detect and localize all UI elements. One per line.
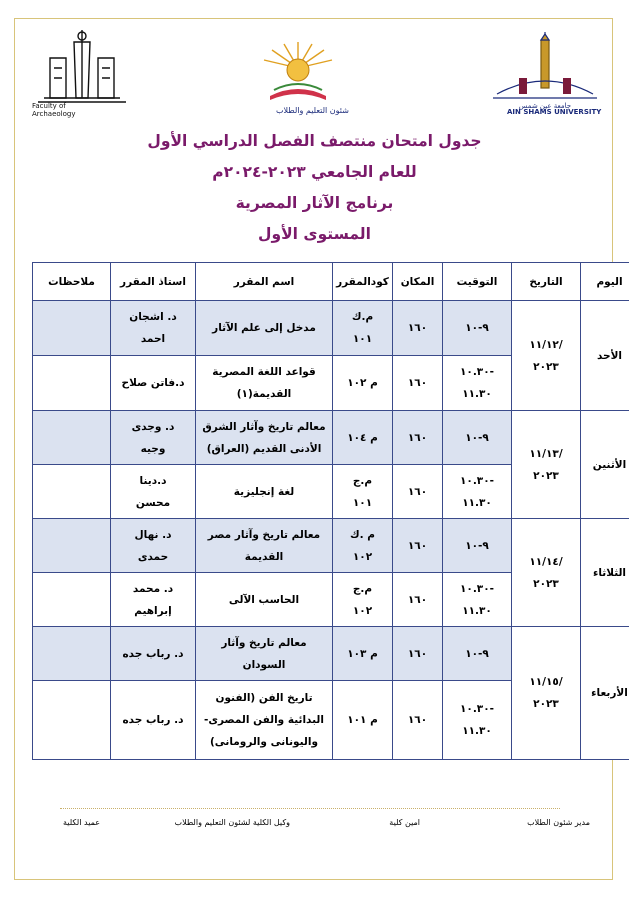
time-cell bbox=[443, 301, 512, 356]
time-cell bbox=[443, 411, 512, 465]
code-line2: ١٠١ bbox=[352, 496, 373, 509]
signature-vice-dean: وكيل الكلية لشئون التعليم والطلاب bbox=[174, 818, 290, 827]
course-line2: السودان bbox=[242, 658, 286, 671]
header-date: التاريخ bbox=[512, 263, 581, 301]
time-end: ١١.٣٠ bbox=[462, 388, 492, 400]
date-cell bbox=[512, 627, 581, 760]
day-cell: الأثنين bbox=[581, 411, 629, 519]
signature-dean: عميد الكلية bbox=[63, 818, 100, 827]
faculty-caption-line1: Faculty of bbox=[32, 102, 66, 110]
code-cell bbox=[333, 681, 393, 760]
code-line1: م .ك bbox=[350, 528, 375, 541]
place-cell: ١٦٠ bbox=[393, 301, 443, 356]
signature-block bbox=[40, 818, 590, 834]
prof-line2: إبراهيم bbox=[134, 604, 172, 617]
course-line2: البدائية والفن المصرى- bbox=[204, 714, 324, 726]
title-exam-schedule: جدول امتحان منتصف الفصل الدراسي الأول bbox=[147, 132, 482, 150]
professor-cell bbox=[111, 356, 196, 411]
date-cell bbox=[512, 411, 581, 519]
header-place: المكان bbox=[393, 263, 443, 301]
table-header-row bbox=[33, 263, 629, 301]
code-cell bbox=[333, 627, 393, 681]
time-start: -١٠.٣٠ bbox=[460, 366, 494, 378]
time-cell bbox=[443, 681, 512, 760]
code-cell bbox=[333, 356, 393, 411]
code-line1: م ١٠١ bbox=[347, 714, 378, 726]
notes-cell bbox=[33, 411, 111, 465]
time-cell bbox=[443, 573, 512, 627]
ain-shams-caption: AIN SHAMS UNIVERSITY bbox=[507, 108, 602, 116]
course-line1: مدخل إلى علم الآثار bbox=[212, 322, 316, 334]
time-start: ٩-١٠ bbox=[465, 431, 489, 444]
header-professor: استاذ المقرر bbox=[111, 263, 196, 301]
course-line1: تاريخ الفن (الفنون bbox=[215, 692, 313, 704]
code-cell bbox=[333, 573, 393, 627]
table-row bbox=[33, 301, 629, 356]
day-cell: الأحد bbox=[581, 301, 629, 411]
professor-cell bbox=[111, 573, 196, 627]
prof-line1: د. اشجان bbox=[129, 311, 177, 323]
time-start: -١٠.٣٠ bbox=[460, 474, 494, 487]
course-line1: الحاسب الآلى bbox=[228, 593, 300, 606]
professor-cell bbox=[111, 627, 196, 681]
table-row bbox=[33, 411, 629, 465]
date-year: ٢٠٢٣ bbox=[533, 469, 559, 482]
schedule-titles bbox=[0, 126, 629, 250]
prof-line1: د. رباب جده bbox=[122, 647, 184, 660]
signature-college-secretary: امين كلية bbox=[389, 818, 420, 827]
date-daymonth: /١١/١٤ bbox=[529, 555, 563, 568]
code-line1: م ١٠٣ bbox=[347, 647, 378, 660]
prof-line1: د.فاتن صلاح bbox=[121, 377, 185, 389]
course-line2: الأدنى القديم (العراق) bbox=[206, 442, 322, 455]
date-daymonth: /١١/١٢ bbox=[529, 338, 563, 351]
code-line2: ١٠١ bbox=[352, 333, 373, 345]
course-cell bbox=[196, 411, 333, 465]
course-cell bbox=[196, 465, 333, 519]
day-cell: الثلاثاء bbox=[581, 519, 629, 627]
exam-schedule-table bbox=[32, 262, 629, 760]
notes-cell bbox=[33, 465, 111, 519]
place-cell: ١٦٠ bbox=[393, 573, 443, 627]
code-cell bbox=[333, 301, 393, 356]
title-level: المستوى الأول bbox=[258, 225, 371, 243]
header-logos bbox=[30, 26, 601, 120]
code-line1: م ١٠٤ bbox=[347, 431, 378, 444]
prof-line2: حمدى bbox=[137, 550, 169, 563]
professor-cell bbox=[111, 411, 196, 465]
course-cell bbox=[196, 681, 333, 760]
professor-cell bbox=[111, 519, 196, 573]
course-cell bbox=[196, 573, 333, 627]
course-line3: واليونانى والرومانى) bbox=[210, 736, 318, 748]
date-daymonth: /١١/١٣ bbox=[529, 447, 563, 460]
code-line1: م.ك bbox=[351, 311, 374, 323]
code-cell bbox=[333, 519, 393, 573]
prof-line1: د. محمد bbox=[132, 582, 174, 595]
table-row bbox=[33, 519, 629, 573]
svg-text:جامعة عين شمس: جامعة عين شمس bbox=[518, 102, 572, 110]
time-end: ١١.٣٠ bbox=[462, 604, 492, 617]
time-start: -١٠.٣٠ bbox=[460, 582, 494, 595]
header-time: التوقيت bbox=[443, 263, 512, 301]
prof-line2: محسن bbox=[135, 496, 171, 509]
day-cell: الأربعاء bbox=[581, 627, 629, 760]
notes-cell bbox=[33, 356, 111, 411]
student-affairs-caption: شئون التعليم والطلاب bbox=[276, 106, 349, 115]
header-day: اليوم bbox=[581, 263, 629, 301]
date-cell bbox=[512, 301, 581, 411]
faculty-caption-line2: Archaeology bbox=[32, 110, 76, 118]
prof-line2: احمد bbox=[140, 333, 166, 345]
prof-line1: د.دينا bbox=[139, 474, 167, 487]
professor-cell bbox=[111, 301, 196, 356]
course-line1: معالم تاريخ وآثار مصر bbox=[207, 528, 321, 541]
place-cell: ١٦٠ bbox=[393, 356, 443, 411]
title-academic-year: للعام الجامعي ٢٠٢٣-٢٠٢٤م bbox=[212, 163, 417, 181]
code-cell bbox=[333, 465, 393, 519]
time-cell bbox=[443, 465, 512, 519]
header-notes: ملاحظات bbox=[33, 263, 111, 301]
header-course-name: اسم المقرر bbox=[196, 263, 333, 301]
code-line1: م.ج bbox=[352, 474, 373, 487]
code-line2: ١٠٢ bbox=[352, 604, 373, 617]
code-line2: ١٠٢ bbox=[352, 550, 373, 563]
code-line1: م ١٠٢ bbox=[347, 377, 378, 389]
time-start: ٩-١٠ bbox=[465, 647, 489, 660]
time-cell bbox=[443, 519, 512, 573]
course-line2: القديمة(١) bbox=[236, 388, 292, 400]
date-cell bbox=[512, 519, 581, 627]
course-line1: قواعد اللغة المصرية bbox=[212, 366, 316, 378]
time-end: ١١.٣٠ bbox=[462, 725, 492, 737]
course-line1: معالم تاريخ وآثار الشرق bbox=[202, 420, 326, 433]
place-cell: ١٦٠ bbox=[393, 519, 443, 573]
course-cell bbox=[196, 627, 333, 681]
code-cell bbox=[333, 411, 393, 465]
prof-line1: د. وجدى bbox=[131, 420, 175, 433]
notes-cell bbox=[33, 301, 111, 356]
date-year: ٢٠٢٣ bbox=[533, 577, 559, 590]
code-line1: م.ج bbox=[352, 582, 373, 595]
prof-line1: د. نهال bbox=[134, 528, 172, 541]
course-cell bbox=[196, 519, 333, 573]
header-course-code: كودالمقرر bbox=[333, 263, 393, 301]
notes-cell bbox=[33, 519, 111, 573]
course-line1: معالم تاريخ وآثار bbox=[221, 636, 307, 649]
prof-line2: وجيه bbox=[140, 442, 166, 455]
signature-student-affairs-manager: مدير شئون الطلاب bbox=[527, 818, 590, 827]
notes-cell bbox=[33, 681, 111, 760]
ain-shams-university-logo bbox=[489, 28, 601, 118]
course-cell bbox=[196, 301, 333, 356]
course-cell bbox=[196, 356, 333, 411]
time-start: ٩-١٠ bbox=[465, 539, 489, 552]
notes-cell bbox=[33, 573, 111, 627]
time-start: ٩-١٠ bbox=[465, 322, 489, 334]
student-affairs-logo bbox=[248, 38, 348, 122]
table-row bbox=[33, 627, 629, 681]
course-line1: لغة إنجليزية bbox=[233, 485, 295, 498]
time-cell bbox=[443, 356, 512, 411]
time-start: -١٠.٣٠ bbox=[460, 703, 494, 715]
title-program: برنامج الآثار المصرية bbox=[235, 194, 394, 212]
professor-cell bbox=[111, 681, 196, 760]
time-end: ١١.٣٠ bbox=[462, 496, 492, 509]
professor-cell bbox=[111, 465, 196, 519]
prof-line1: د. رباب جده bbox=[122, 714, 184, 726]
signature-divider bbox=[60, 808, 560, 809]
notes-cell bbox=[33, 627, 111, 681]
date-year: ٢٠٢٣ bbox=[533, 698, 559, 710]
course-line2: القديمة bbox=[244, 550, 284, 563]
time-cell bbox=[443, 627, 512, 681]
place-cell: ١٦٠ bbox=[393, 465, 443, 519]
date-daymonth: /١١/١٥ bbox=[529, 676, 563, 688]
place-cell: ١٦٠ bbox=[393, 411, 443, 465]
date-year: ٢٠٢٣ bbox=[533, 360, 559, 373]
place-cell: ١٦٠ bbox=[393, 627, 443, 681]
place-cell: ١٦٠ bbox=[393, 681, 443, 760]
faculty-of-archaeology-logo bbox=[30, 28, 134, 120]
